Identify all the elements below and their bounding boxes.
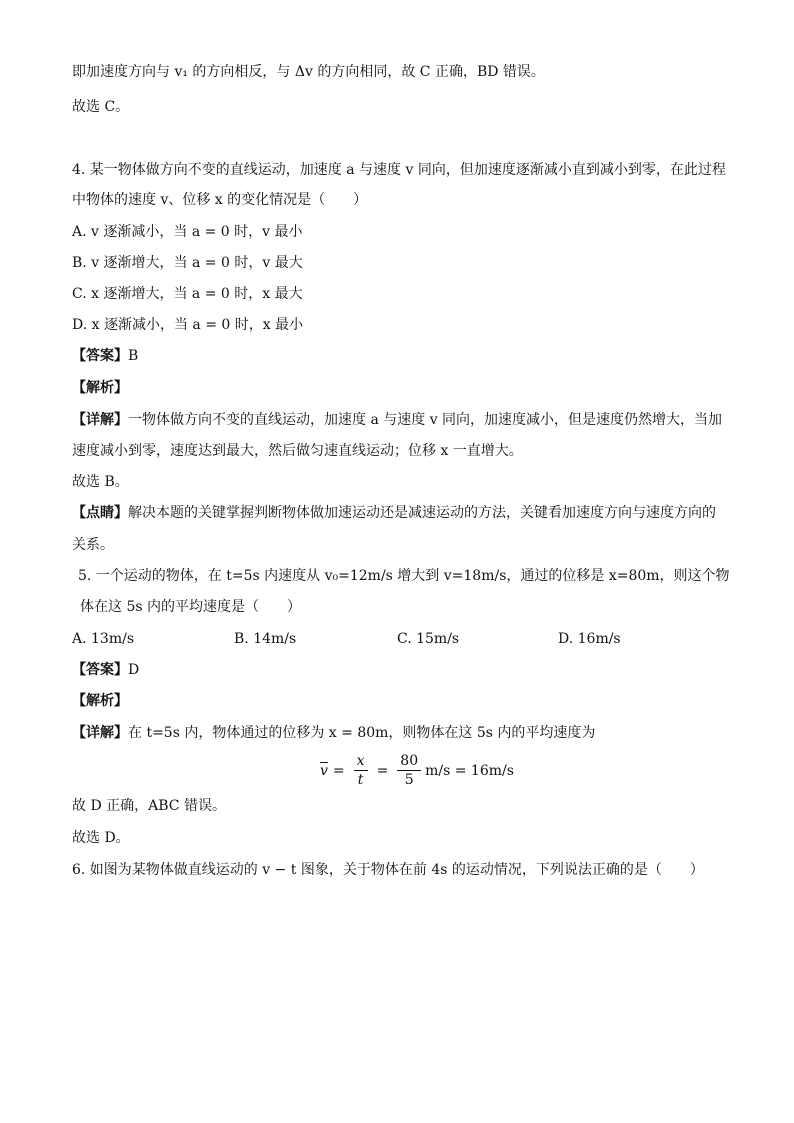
option-b: B. 14m/s	[234, 631, 297, 647]
fraction-denominator: t	[357, 772, 364, 788]
option-d: D. 16m/s	[558, 631, 621, 647]
question-5-stem: 体在这 5s 内的平均速度是（ ）	[80, 599, 301, 615]
detail-text: 一物体做方向不变的直线运动，加速度 a 与速度 v 同向，加速度减小，但是速度仍然增大，当加	[128, 412, 723, 428]
fraction-80-over-5	[397, 752, 421, 789]
text-line: 故选 C。	[72, 99, 130, 115]
selection-line: 故选 D。	[72, 830, 130, 846]
question-5-stem: 5. 一个运动的物体，在 t=5s 内速度从 v₀=12m/s 增大到 v=18m/s，通过的位移是 x=80m，则这个物	[78, 568, 730, 584]
text-line: 即加速度方向与 v₁ 的方向相反，与 Δv 的方向相同，故 C 正确，BD 错误。	[72, 64, 545, 80]
fraction-numerator: x	[354, 752, 368, 771]
detail-line	[72, 410, 722, 430]
question-6-stem: 6. 如图为某物体做直线运动的 v − t 图象，关于物体在前 4s 的运动情况，下列说法正确的是（ ）	[72, 862, 704, 878]
formula-equals: =	[332, 762, 345, 779]
detail-line	[72, 723, 595, 743]
comment-label: 【点睛】	[72, 505, 128, 521]
option-d: D. x 逐渐减小，当 a = 0 时，x 最小	[72, 317, 304, 333]
analysis-label: 【解析】	[72, 693, 128, 709]
fraction-numerator: 80	[397, 752, 421, 771]
detail-line: 速度减小到零，速度达到最大，然后做匀速直线运动；位移 x 一直增大。	[72, 443, 523, 459]
option-c: C. 15m/s	[397, 631, 460, 647]
detail-label: 【详解】	[72, 725, 128, 741]
comment-text: 解决本题的关键掌握判断物体做加速运动还是减速运动的方法，关键看加速度方向与速度方向的	[128, 505, 716, 521]
conclusion-line: 故 D 正确，ABC 错误。	[72, 798, 226, 814]
comment-line: 关系。	[72, 537, 114, 553]
option-c: C. x 逐渐增大，当 a = 0 时，x 最大	[72, 286, 303, 302]
analysis-label: 【解析】	[72, 380, 128, 396]
answer-line	[72, 346, 138, 366]
option-a: A. v 逐渐减小，当 a = 0 时，v 最小	[72, 224, 303, 240]
average-velocity-formula	[320, 752, 514, 789]
fraction-denominator: 5	[404, 772, 414, 788]
formula-equals: =	[376, 762, 389, 779]
answer-value: B	[128, 348, 139, 364]
answer-label: 【答案】	[72, 662, 128, 678]
question-4-stem: 中物体的速度 v、位移 x 的变化情况是（ ）	[72, 192, 368, 208]
option-b: B. v 逐渐增大，当 a = 0 时，v 最大	[72, 255, 303, 271]
answer-line	[72, 660, 139, 680]
formula-v-bar: $\overline{v}$	[320, 762, 328, 779]
answer-value: D	[128, 662, 140, 678]
question-4-stem: 4. 某一物体做方向不变的直线运动，加速度 a 与速度 v 同向，但加速度逐渐减小直到减小到零，在此过程	[72, 162, 726, 178]
comment-line	[72, 503, 716, 523]
detail-label: 【详解】	[72, 412, 128, 428]
formula-result: m/s = 16m/s	[425, 762, 514, 779]
answer-label: 【答案】	[72, 348, 128, 364]
option-a: A. 13m/s	[72, 631, 135, 647]
fraction-x-over-t	[354, 752, 368, 789]
selection-line: 故选 B。	[72, 474, 129, 490]
detail-text: 在 t=5s 内，物体通过的位移为 x = 80m，则物体在这 5s 内的平均速度为	[128, 725, 596, 741]
